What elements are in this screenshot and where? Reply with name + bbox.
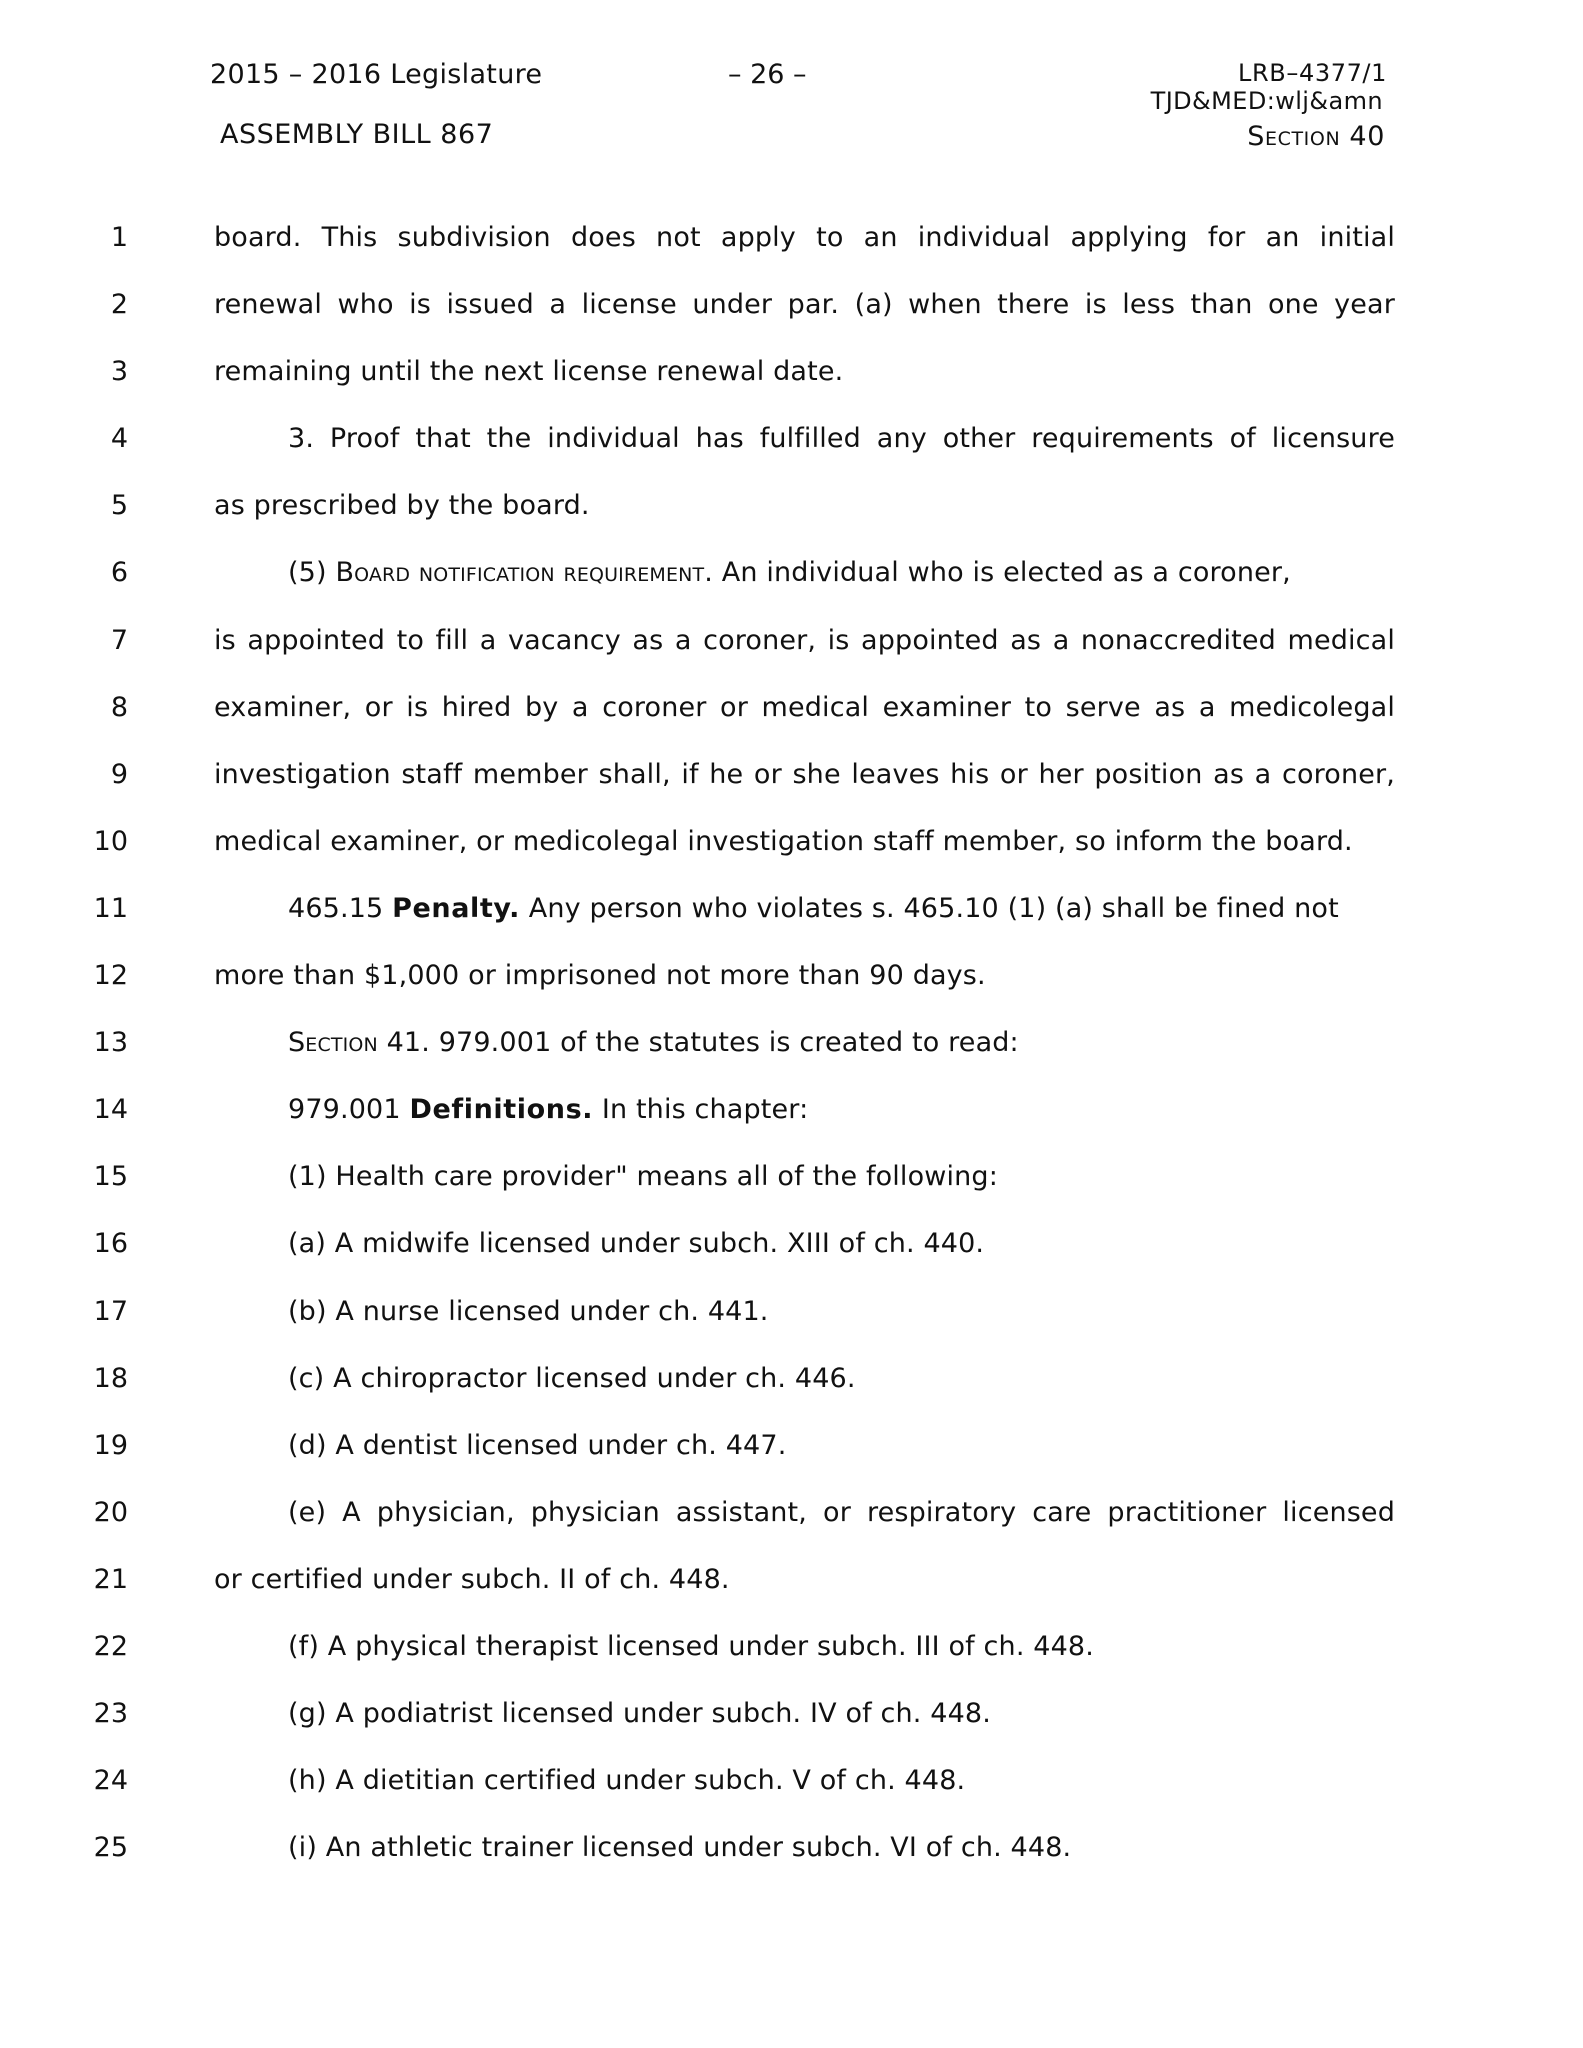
line-text xyxy=(288,1009,1395,1076)
line-text: board. This subdivision does not apply to an individual applying for an initial xyxy=(214,222,1395,253)
text-line xyxy=(0,1412,1583,1479)
bill-text-body xyxy=(0,204,1583,1881)
line-number: 12 xyxy=(93,960,128,992)
line-number: 2 xyxy=(110,289,128,321)
line-text: or certified under subch. II of ch. 448. xyxy=(214,1563,730,1595)
line-number: 5 xyxy=(110,490,128,522)
line-text-rest: In this chapter: xyxy=(593,1094,809,1126)
line-text: (i) An athletic trainer licensed under subch. VI of ch. 448. xyxy=(288,1832,1072,1864)
statute-title: Definitions. xyxy=(409,1094,594,1126)
line-number: 18 xyxy=(93,1362,128,1394)
text-line xyxy=(0,1613,1583,1680)
line-text: (d) A dentist licensed under ch. 447. xyxy=(288,1429,787,1461)
line-text: (1) Health care provider" means all of the following: xyxy=(288,1161,998,1193)
statute-number: 465.15 xyxy=(288,892,393,924)
line-number: 25 xyxy=(93,1832,128,1864)
section-label: Section 40 xyxy=(1247,121,1385,152)
text-line xyxy=(0,607,1583,674)
line-text: examiner, or is hired by a coroner or medical examiner to serve as a medicolegal xyxy=(214,691,1395,723)
drafter-initials: TJD&MED:wlj&amn xyxy=(1150,87,1383,115)
text-line xyxy=(0,1076,1583,1143)
text-line xyxy=(0,741,1583,808)
line-text-rest: 979.001 of the statutes is created to read: xyxy=(429,1027,1019,1059)
text-line xyxy=(0,942,1583,1009)
line-text: (a) A midwife licensed under subch. XIII of ch. 440. xyxy=(288,1228,985,1260)
text-line xyxy=(0,1345,1583,1412)
text-line xyxy=(0,472,1583,539)
text-line xyxy=(0,1278,1583,1345)
text-line xyxy=(0,1143,1583,1210)
line-text: (h) A dietitian certified under subch. V of ch. 448. xyxy=(288,1765,966,1797)
line-text: medical examiner, or medicolegal investigation staff member, so inform the board. xyxy=(214,825,1353,857)
line-text: remaining until the next license renewal date. xyxy=(214,356,844,388)
line-text: (g) A podiatrist licensed under subch. IV of ch. 448. xyxy=(288,1698,991,1730)
line-number: 23 xyxy=(93,1698,128,1730)
line-number: 16 xyxy=(93,1228,128,1260)
text-line xyxy=(0,204,1583,271)
line-number: 11 xyxy=(93,892,128,924)
line-text: is appointed to fill a vacancy as a coroner, is appointed as a nonaccredited medical xyxy=(214,624,1395,656)
lrb-number: LRB–4377/1 xyxy=(1238,59,1387,87)
text-line xyxy=(0,1680,1583,1747)
statute-title: Penalty. xyxy=(392,892,520,924)
text-line xyxy=(0,674,1583,741)
statute-number: 979.001 xyxy=(288,1094,410,1126)
line-number: 20 xyxy=(93,1496,128,1528)
text-line xyxy=(0,405,1583,472)
legislature-session: 2015 – 2016 Legislature xyxy=(210,59,543,90)
line-number: 3 xyxy=(110,356,128,388)
line-text: (b) A nurse licensed under ch. 441. xyxy=(288,1295,769,1327)
line-text xyxy=(288,875,1395,942)
text-line xyxy=(0,875,1583,942)
subsection-number: (5) xyxy=(288,557,336,589)
line-text: (f) A physical therapist licensed under subch. III of ch. 448. xyxy=(288,1630,1094,1662)
line-number: 9 xyxy=(110,758,128,790)
line-text xyxy=(288,539,1395,606)
line-text: 3. Proof that the individual has fulfilled any other requirements of licensure xyxy=(288,423,1395,455)
line-text: renewal who is issued a license under par. (a) when there is less than one year xyxy=(214,289,1395,321)
line-text: as prescribed by the board. xyxy=(214,490,590,522)
line-number: 6 xyxy=(110,557,128,589)
line-number: 13 xyxy=(93,1027,128,1059)
line-number: 14 xyxy=(93,1094,128,1126)
text-line xyxy=(0,1546,1583,1613)
line-text-rest: An individual who is elected as a coroner, xyxy=(712,557,1291,589)
text-line xyxy=(0,1479,1583,1546)
line-text: investigation staff member shall, if he or she leaves his or her position as a coroner, xyxy=(214,758,1395,790)
page-number: – 26 – xyxy=(728,59,807,90)
line-number: 17 xyxy=(93,1295,128,1327)
line-text: (c) A chiropractor licensed under ch. 446. xyxy=(288,1362,856,1394)
line-text-rest: Any person who violates s. 465.10 (1) (a) shall be fined not xyxy=(520,892,1339,924)
text-line xyxy=(0,1814,1583,1881)
line-number: 22 xyxy=(93,1630,128,1662)
line-text xyxy=(288,1076,1395,1143)
text-line xyxy=(0,539,1583,606)
line-number: 21 xyxy=(93,1563,128,1595)
line-text: more than $1,000 or imprisoned not more than 90 days. xyxy=(214,960,986,992)
line-number: 15 xyxy=(93,1161,128,1193)
subsection-heading: Board notification requirement. xyxy=(335,557,713,589)
line-number: 1 xyxy=(110,222,128,253)
line-number: 4 xyxy=(110,423,128,455)
text-line xyxy=(0,1747,1583,1814)
bill-title: ASSEMBLY BILL 867 xyxy=(220,119,494,150)
line-number: 19 xyxy=(93,1429,128,1461)
line-text: (e) A physician, physician assistant, or respiratory care practitioner licensed xyxy=(288,1496,1395,1528)
line-number: 8 xyxy=(110,691,128,723)
text-line xyxy=(0,271,1583,338)
line-number: 24 xyxy=(93,1765,128,1797)
line-number: 7 xyxy=(110,624,128,656)
text-line xyxy=(0,338,1583,405)
text-line xyxy=(0,1210,1583,1277)
text-line xyxy=(0,808,1583,875)
text-line xyxy=(0,1009,1583,1076)
line-number: 10 xyxy=(93,825,128,857)
section-heading: Section 41. xyxy=(288,1027,430,1059)
